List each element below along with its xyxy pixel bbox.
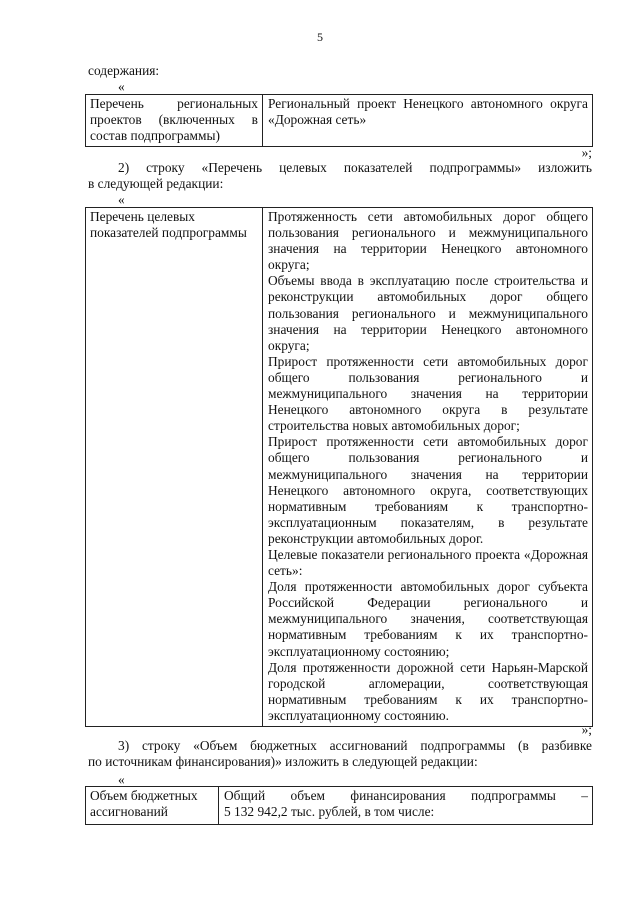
table-value-cell	[219, 787, 593, 825]
table-label-cell: Объем бюджетных ассигнований	[86, 787, 219, 825]
indicator-paragraph: Прирост протяженности сети автомобильных дорог общего пользования регионального и межмуниципального значения на территории Ненецкого автономного округа, соответствующих нормативным требованиям к транспортно-эксплуатационным показателям, в результате реконструкции автомобильных дорог.	[268, 434, 588, 546]
budget-line-1: Общий объем финансирования подпрограммы –	[224, 788, 588, 803]
close-quote-2: »;	[581, 722, 592, 737]
indicator-paragraph: Доля протяженности автомобильных дорог субъекта Российской Федерации регионального и межмуниципального значения, соответствующая нормативным требованиям к их транспортно-эксплуатационному состоянию;	[268, 579, 588, 659]
budget-line-2: 5 132 942,2 тыс. рублей, в том числе:	[224, 804, 435, 820]
indicators-cell	[263, 208, 593, 727]
table-target-indicators	[85, 207, 593, 727]
open-quote-1: «	[118, 79, 125, 94]
table-row	[86, 95, 593, 147]
indicator-paragraph: Доля протяженности дорожной сети Нарьян-Марской городской агломерации, соответствующая нормативным требованиям к их транспортно-эксплуатационному состоянию.	[268, 659, 588, 723]
indicator-paragraph: Прирост протяженности сети автомобильных дорог общего пользования регионального и межмуниципального значения на территории Ненецкого автономного округа в результате строительства новых автомобильных дорог;	[268, 353, 588, 434]
table-regional-projects	[85, 94, 593, 147]
indicator-paragraph: Объемы ввода в эксплуатацию после строительства и реконструкции автомобильных дорог общего пользования регионального и межмуниципального значения на территории Ненецкого автономного округа;	[268, 273, 588, 353]
indicator-paragraph: Протяженность сети автомобильных дорог общего пользования регионального и межмуниципального значения на территории Ненецкого автономного округа;	[268, 209, 588, 273]
table-label-cell: Перечень целевых показателей подпрограммы	[86, 208, 263, 727]
close-quote-1: »;	[581, 145, 592, 160]
table-label-cell: Перечень региональных проектов (включенных в состав подпрограммы)	[86, 95, 263, 147]
table-row	[86, 208, 593, 727]
table-budget	[85, 786, 593, 825]
item-2-line-2: в следующей редакции:	[88, 176, 224, 191]
open-quote-3: «	[118, 772, 125, 787]
item-2-line-1: 2) строку «Перечень целевых показателей подпрограммы» изложить	[118, 160, 592, 175]
table-row	[86, 787, 593, 825]
open-quote-2: «	[118, 192, 125, 207]
table-value-cell: Региональный проект Ненецкого автономного округа «Дорожная сеть»	[263, 95, 593, 147]
intro-text: содержания:	[88, 63, 160, 78]
item-3-line-1: 3) строку «Объем бюджетных ассигнований подпрограммы (в разбивке	[118, 738, 592, 753]
indicator-paragraph: Целевые показатели регионального проекта «Дорожная сеть»:	[268, 546, 588, 579]
page-number: 5	[317, 30, 323, 44]
item-3-line-2: по источникам финансирования)» изложить в следующей редакции:	[88, 754, 478, 769]
